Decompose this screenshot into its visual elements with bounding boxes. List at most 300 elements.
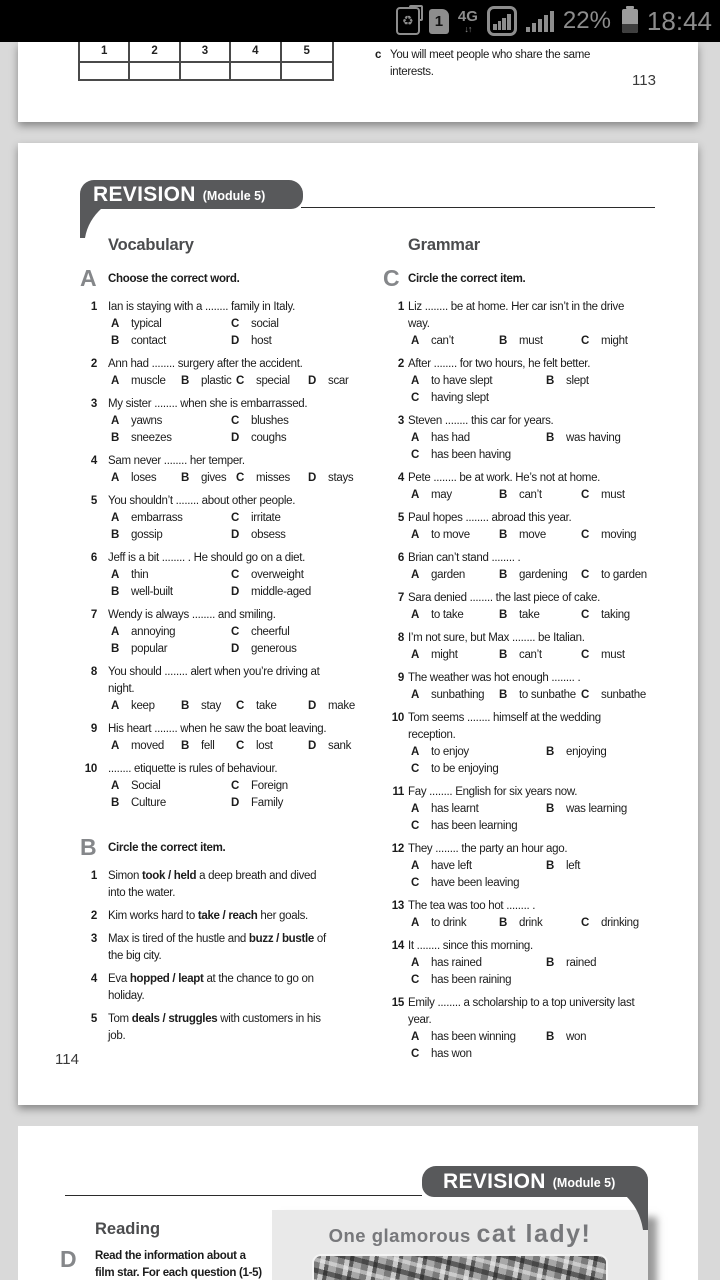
option-row: [108, 430, 380, 447]
text-segment: hopped / leapt: [129, 973, 204, 985]
grammar-column: [383, 235, 683, 1069]
option-letter: A: [411, 489, 420, 501]
option-letter: D: [231, 529, 240, 541]
option-text: misses: [256, 472, 290, 484]
option-letter: B: [181, 700, 190, 712]
option-text: typical: [131, 318, 162, 330]
option-text: move: [519, 529, 546, 541]
option-text: have left: [431, 860, 472, 872]
option-text: to sunbathe: [519, 689, 576, 701]
option-row: [108, 316, 380, 333]
question-number: 15: [391, 997, 404, 1009]
option-letter: D: [308, 700, 317, 712]
answer-table: [78, 42, 334, 81]
option-text: was having: [566, 432, 621, 444]
option: [111, 373, 181, 390]
question-number: 4: [90, 973, 97, 985]
option-text-line: interests.: [390, 66, 434, 78]
option: [411, 818, 517, 835]
option-row: [408, 567, 683, 584]
question: [80, 971, 380, 1005]
option: [411, 687, 499, 704]
option: [231, 316, 279, 333]
option: [231, 778, 288, 795]
option-row: [408, 875, 683, 892]
answer-table-header-cell: 5: [282, 42, 332, 63]
option-text: well-built: [131, 586, 173, 598]
question: [383, 356, 683, 407]
question-line: [408, 299, 683, 316]
text-segment: Pete ........ be at work. He’s not at home.: [408, 472, 601, 484]
tab-curl-decoration: [626, 1196, 648, 1230]
option: [236, 470, 308, 487]
question-line: [108, 356, 380, 373]
option-text: host: [251, 335, 272, 347]
option-text: can’t: [519, 489, 542, 501]
question-line: [108, 550, 380, 567]
option-letter: B: [499, 649, 508, 661]
option-letter: A: [411, 375, 420, 387]
option: [411, 373, 546, 390]
option-text: sunbathing: [431, 689, 485, 701]
option-row: [408, 687, 683, 704]
option: [231, 641, 297, 658]
option: [581, 607, 630, 624]
option-letter: A: [111, 415, 120, 427]
question-body: [108, 396, 380, 447]
option-letter: c: [375, 49, 382, 61]
option: [111, 510, 231, 527]
question-number: 1: [397, 301, 404, 313]
text-segment: deals / struggles: [131, 1013, 218, 1025]
question-line: [108, 721, 380, 738]
option-text: keep: [131, 700, 155, 712]
question-number: 1: [90, 301, 97, 313]
revision-title: REVISION: [443, 1170, 546, 1193]
section-letter: A: [80, 265, 97, 291]
question: [80, 664, 380, 715]
question: [80, 356, 380, 390]
text-segment: Simon: [108, 870, 142, 882]
option-letter: B: [546, 432, 555, 444]
option: [411, 761, 498, 778]
option-text: take: [519, 609, 540, 621]
grammar-heading: Grammar: [408, 236, 480, 254]
option: [231, 510, 281, 527]
option-text: [390, 47, 590, 81]
option: [111, 778, 231, 795]
text-segment: of: [314, 933, 326, 945]
question-line: [108, 931, 380, 948]
question-line: [408, 356, 683, 373]
text-segment: Sam never ........ her temper.: [108, 455, 245, 467]
option-letter: A: [411, 609, 420, 621]
option-letter: D: [231, 586, 240, 598]
text-segment: They ........ the party an hour ago.: [408, 843, 568, 855]
option-letter: B: [111, 432, 120, 444]
text-segment: year.: [408, 1014, 432, 1026]
option: [181, 373, 236, 390]
question-number: 12: [391, 843, 404, 855]
option-letter: B: [111, 335, 120, 347]
option-row: [408, 818, 683, 835]
option: [111, 641, 231, 658]
option: [411, 390, 489, 407]
option-letter: A: [411, 957, 420, 969]
network-label: 4G: [457, 7, 478, 25]
option-text: coughs: [251, 432, 287, 444]
question-body: [108, 607, 380, 658]
question-number: 5: [397, 512, 404, 524]
option-row: [408, 373, 683, 390]
option-letter: A: [411, 689, 420, 701]
question-line: [108, 761, 380, 778]
question: [383, 590, 683, 624]
option-letter: C: [231, 415, 240, 427]
question-number: 3: [90, 933, 97, 945]
option: [181, 738, 236, 755]
option-text: gardening: [519, 569, 568, 581]
option-letter: A: [111, 740, 120, 752]
text-segment: her goals.: [257, 910, 308, 922]
network-4g-icon: [458, 9, 478, 34]
signal-strength-icon: [526, 11, 554, 32]
text-segment: night.: [108, 683, 135, 695]
question-line: [108, 1028, 380, 1045]
question-body: [408, 550, 683, 584]
option: [111, 738, 181, 755]
article-box: [272, 1210, 648, 1280]
question-number: 4: [90, 455, 97, 467]
option-letter: C: [231, 569, 240, 581]
option-text: loses: [131, 472, 157, 484]
text-segment: at the chance to go on: [203, 973, 314, 985]
option: [546, 955, 596, 972]
option-text: Social: [131, 780, 161, 792]
question-body: [108, 908, 380, 925]
text-segment: Tom seems ........ himself at the wedding: [408, 712, 601, 724]
option: [499, 333, 581, 350]
revision-title: REVISION: [93, 183, 196, 206]
question-body: [108, 721, 380, 755]
option-text: lost: [256, 740, 273, 752]
option-letter: B: [111, 529, 120, 541]
option-text: drink: [519, 917, 543, 929]
question-number: 6: [397, 552, 404, 564]
option-text: moving: [601, 529, 637, 541]
answer-table-header-cell: 1: [80, 42, 130, 63]
answer-table-empty-cell: [231, 63, 281, 79]
option-text: taking: [601, 609, 630, 621]
option-text: gives: [201, 472, 227, 484]
option-letter: C: [581, 529, 590, 541]
option-letter: D: [231, 432, 240, 444]
option-text: to garden: [601, 569, 647, 581]
text-segment: Sara denied ........ the last piece of cake.: [408, 592, 601, 604]
answer-table-header-cell: 4: [231, 42, 281, 63]
option-letter: D: [231, 797, 240, 809]
option-text: popular: [131, 643, 168, 655]
option-text: yawns: [131, 415, 163, 427]
option: [236, 738, 308, 755]
option: [231, 333, 272, 350]
option: [499, 527, 581, 544]
section-header: [383, 265, 683, 291]
option: [411, 430, 546, 447]
question-body: [108, 453, 380, 487]
option: [546, 858, 580, 875]
option-text: has been learning: [431, 820, 518, 832]
question-body: [108, 493, 380, 544]
option: [308, 698, 355, 715]
answer-table-header-cell: 2: [130, 42, 180, 63]
question-number: 5: [90, 495, 97, 507]
option-letter: B: [499, 489, 508, 501]
option-text: stay: [201, 700, 221, 712]
option: [546, 801, 627, 818]
option-row: [408, 858, 683, 875]
option-letter: C: [231, 318, 240, 330]
option: [411, 607, 499, 624]
option-text: rained: [566, 957, 597, 969]
question-line: [408, 898, 683, 915]
option: [411, 1046, 472, 1063]
text-segment: I’m not sure, but Max ........ be Italian.: [408, 632, 585, 644]
option-row: [108, 778, 380, 795]
option-row: [108, 527, 380, 544]
option-letter: A: [111, 318, 120, 330]
option-row: [108, 641, 380, 658]
instruction-line: Read the information about a: [95, 1250, 246, 1262]
question-line: [108, 664, 380, 681]
answer-table-header-cell: 3: [181, 42, 231, 63]
option: [499, 607, 581, 624]
question-number: 8: [397, 632, 404, 644]
option-text: to enjoy: [431, 746, 469, 758]
question-body: [408, 510, 683, 544]
option: [581, 333, 628, 350]
question-number: 13: [391, 900, 404, 912]
question-body: [108, 550, 380, 601]
option-row: [108, 698, 380, 715]
option-text: cheerful: [251, 626, 290, 638]
article-title-regular: One glamorous: [328, 1225, 477, 1246]
option: [499, 487, 581, 504]
option-letter: B: [111, 643, 120, 655]
option-text: slept: [566, 375, 589, 387]
option-row: [408, 527, 683, 544]
option-text: must: [601, 649, 625, 661]
text-segment: It ........ since this morning.: [408, 940, 533, 952]
option: [111, 624, 231, 641]
question: [383, 784, 683, 835]
question-line: [408, 413, 683, 430]
option-letter: B: [111, 797, 120, 809]
text-segment: buzz / bustle: [248, 933, 315, 945]
option-text: obsess: [251, 529, 286, 541]
option-letter: C: [581, 489, 590, 501]
option: [411, 875, 519, 892]
question-line: [108, 948, 380, 965]
option-letter: B: [111, 586, 120, 598]
question-line: [408, 1012, 683, 1029]
text-segment: take / reach: [197, 910, 258, 922]
question: [383, 898, 683, 932]
option-letter: B: [181, 472, 190, 484]
text-segment: a deep breath and dived: [196, 870, 317, 882]
option-letter: A: [111, 780, 120, 792]
option-text: has won: [431, 1048, 472, 1060]
option-text: scar: [328, 375, 349, 387]
question: [383, 550, 683, 584]
question: [383, 510, 683, 544]
option-text: garden: [431, 569, 466, 581]
signal-boxed-icon: [487, 6, 517, 36]
question-number: 9: [90, 723, 97, 735]
text-segment: Ian is staying with a ........ family in Italy.: [108, 301, 296, 313]
question-number: 3: [90, 398, 97, 410]
option-text: to be enjoying: [431, 763, 499, 775]
vocabulary-column: [80, 235, 380, 1051]
text-segment: Eva: [108, 973, 130, 985]
option-text: left: [566, 860, 581, 872]
option-letter: A: [411, 803, 420, 815]
option: [546, 373, 589, 390]
option-text: has rained: [431, 957, 482, 969]
answer-table-empty-cell: [282, 63, 332, 79]
option-text: annoying: [131, 626, 176, 638]
option-row: [108, 738, 380, 755]
option-text: plastic: [201, 375, 232, 387]
question-line: [108, 971, 380, 988]
text-segment: You shouldn’t ........ about other people.: [108, 495, 296, 507]
option-letter: B: [499, 609, 508, 621]
option-text: might: [431, 649, 458, 661]
option: [499, 567, 581, 584]
reading-instruction: [95, 1248, 285, 1280]
question-line: [108, 453, 380, 470]
option-letter: B: [546, 375, 555, 387]
question: [80, 868, 380, 902]
option: [308, 738, 351, 755]
option-letter: B: [546, 957, 555, 969]
reading-heading: Reading: [95, 1220, 161, 1238]
option: [111, 430, 231, 447]
option-letter: D: [308, 740, 317, 752]
option-text: fell: [201, 740, 215, 752]
option: [411, 744, 546, 761]
option-letter: C: [411, 1048, 420, 1060]
question: [383, 413, 683, 464]
option-text: to have slept: [431, 375, 493, 387]
option-text: have been leaving: [431, 877, 520, 889]
text-segment: Wendy is always ........ and smiling.: [108, 609, 276, 621]
question-line: [108, 607, 380, 624]
option-letter: D: [231, 643, 240, 655]
page-number-114: 114: [55, 1051, 79, 1068]
option: [411, 567, 499, 584]
option-text: sneezes: [131, 432, 172, 444]
network-arrows-icon: ↓↑: [464, 23, 472, 34]
option-letter: C: [581, 335, 590, 347]
option: [581, 567, 647, 584]
option-text: has learnt: [431, 803, 479, 815]
option-text: moved: [131, 740, 165, 752]
status-bar: [0, 0, 720, 42]
option-letter: C: [231, 780, 240, 792]
text-segment: Jeff is a bit ........ . He should go on a diet.: [108, 552, 305, 564]
option-row: [408, 607, 683, 624]
question: [80, 607, 380, 658]
question-body: [408, 995, 683, 1063]
option-letter: A: [111, 700, 120, 712]
question-number: 10: [391, 712, 404, 724]
option: [581, 487, 625, 504]
option-row: [108, 624, 380, 641]
option-letter: B: [546, 1031, 555, 1043]
option: [236, 373, 308, 390]
question-number: 8: [90, 666, 97, 678]
question: [383, 299, 683, 350]
question-line: [108, 396, 380, 413]
option-text: enjoying: [566, 746, 607, 758]
text-segment: Paul hopes ........ abroad this year.: [408, 512, 572, 524]
question-body: [108, 971, 380, 1005]
text-segment: holiday.: [108, 990, 145, 1002]
option-text: has been having: [431, 449, 511, 461]
option-text: has been raining: [431, 974, 512, 986]
question: [383, 470, 683, 504]
option-text: has been winning: [431, 1031, 516, 1043]
header-rule: [65, 1195, 422, 1196]
question-line: [408, 784, 683, 801]
option-letter: C: [581, 649, 590, 661]
option: [581, 527, 636, 544]
option-text: generous: [251, 643, 297, 655]
option-letter: C: [581, 689, 590, 701]
text-segment: The tea was too hot ........ .: [408, 900, 536, 912]
article-photo: [312, 1254, 608, 1280]
question-line: [408, 470, 683, 487]
option-row: [408, 1029, 683, 1046]
question: [80, 761, 380, 812]
option-letter: C: [236, 740, 245, 752]
question-line: [108, 885, 380, 902]
text-segment: into the water.: [108, 887, 176, 899]
option-letter: C: [411, 392, 420, 404]
option-c-item: [375, 47, 590, 81]
option-row: [108, 373, 380, 390]
question-line: [408, 510, 683, 527]
answer-table-empty-cell: [130, 63, 180, 79]
option-text: to drink: [431, 917, 467, 929]
question: [80, 396, 380, 447]
revision-header-tab: [422, 1166, 648, 1197]
text-segment: reception.: [408, 729, 456, 741]
option-letter: C: [231, 512, 240, 524]
option: [411, 801, 546, 818]
question-body: [408, 590, 683, 624]
section-letter-d: D: [60, 1246, 77, 1272]
option: [231, 795, 283, 812]
option-row: [108, 333, 380, 350]
option-text: social: [251, 318, 279, 330]
page-115-card: [18, 1126, 698, 1280]
question-body: [108, 664, 380, 715]
question-line: [408, 710, 683, 727]
option-row: [408, 333, 683, 350]
option-text: blushes: [251, 415, 289, 427]
